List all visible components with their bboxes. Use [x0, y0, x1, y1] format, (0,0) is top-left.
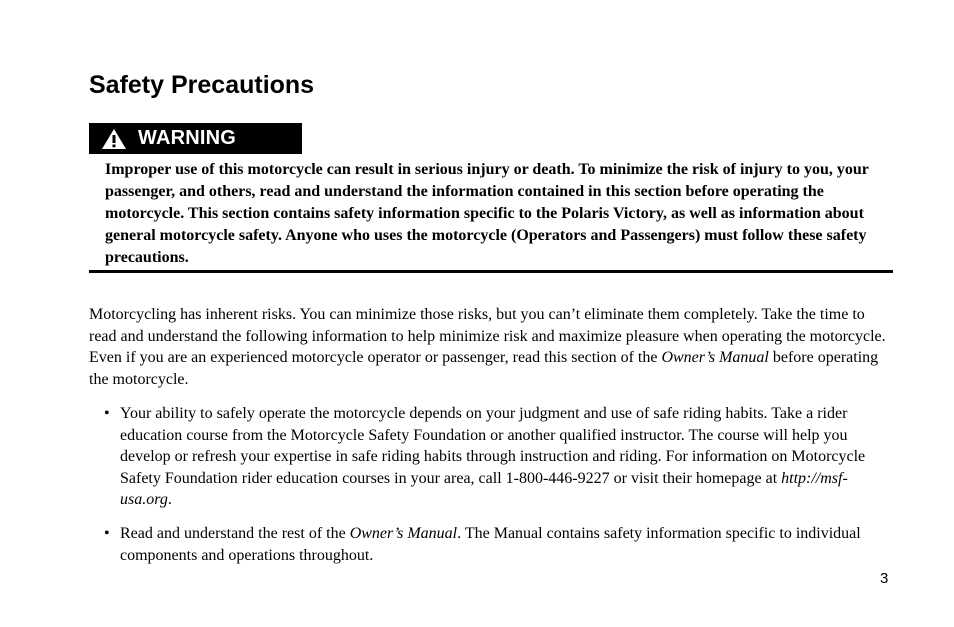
warning-text: Improper use of this motorcycle can result in serious injury or death. To minimize the risk of injury to you, your passenger, and others, read and understand the information contained in this section before operating the motorcycle. This section contains safety information specific to the Polaris Victory, as well as information about general motorcycle safety. Anyone who uses the motorcycle (Operators and Passengers) must follow these safety precautions. — [105, 161, 869, 266]
bullet-marker: • — [104, 525, 110, 542]
warning-banner — [89, 123, 302, 154]
intro-text-start: Motorcycling has inherent risks. You can minimize those risks, but you can’t eliminate them completely. Take the time to read and understand the following information to help minimize risk and maximize pleasure when operating the motorcycle. Even if you are an experienced motorcycle operator or passenger, read this section of the — [89, 306, 886, 366]
bullet-text-start: Your ability to safely operate the motorcycle depends on your judgment and use of safe riding habits. Take a rider education course from the Motorcycle Safety Foundation or another qualified instructor. The course will help you develop or refresh your expertise in safe riding habits through instruction and riding. For information on Motorcycle Safety Foundation rider education courses in your area, call 1-800-446-9227 or visit their homepage at — [120, 405, 866, 487]
list-item — [104, 523, 894, 566]
bullet-text — [120, 523, 894, 566]
warning-triangle-icon — [101, 128, 127, 150]
bullet-manual-title: Owner’s Manual — [349, 525, 458, 542]
bullet-text — [120, 403, 894, 511]
warning-label: WARNING — [138, 127, 237, 149]
page-title: Safety Precautions — [89, 71, 315, 99]
intro-text-end: before operating the motorcycle. — [89, 349, 879, 388]
warning-divider — [89, 270, 893, 273]
bullet-text-end: . The Manual contains safety information specific to individual components and operations throughout. — [120, 525, 861, 564]
bullet-text-start: Read and understand the rest of the — [120, 525, 350, 542]
intro-paragraph — [89, 304, 895, 390]
page-number: 3 — [880, 570, 889, 587]
bullet-text-end: . — [167, 491, 172, 508]
bullet-marker: • — [104, 405, 110, 422]
intro-manual-title: Owner’s Manual — [661, 349, 769, 366]
list-item — [104, 403, 894, 511]
msf-homepage-link: http://msf-usa.org — [120, 469, 848, 508]
